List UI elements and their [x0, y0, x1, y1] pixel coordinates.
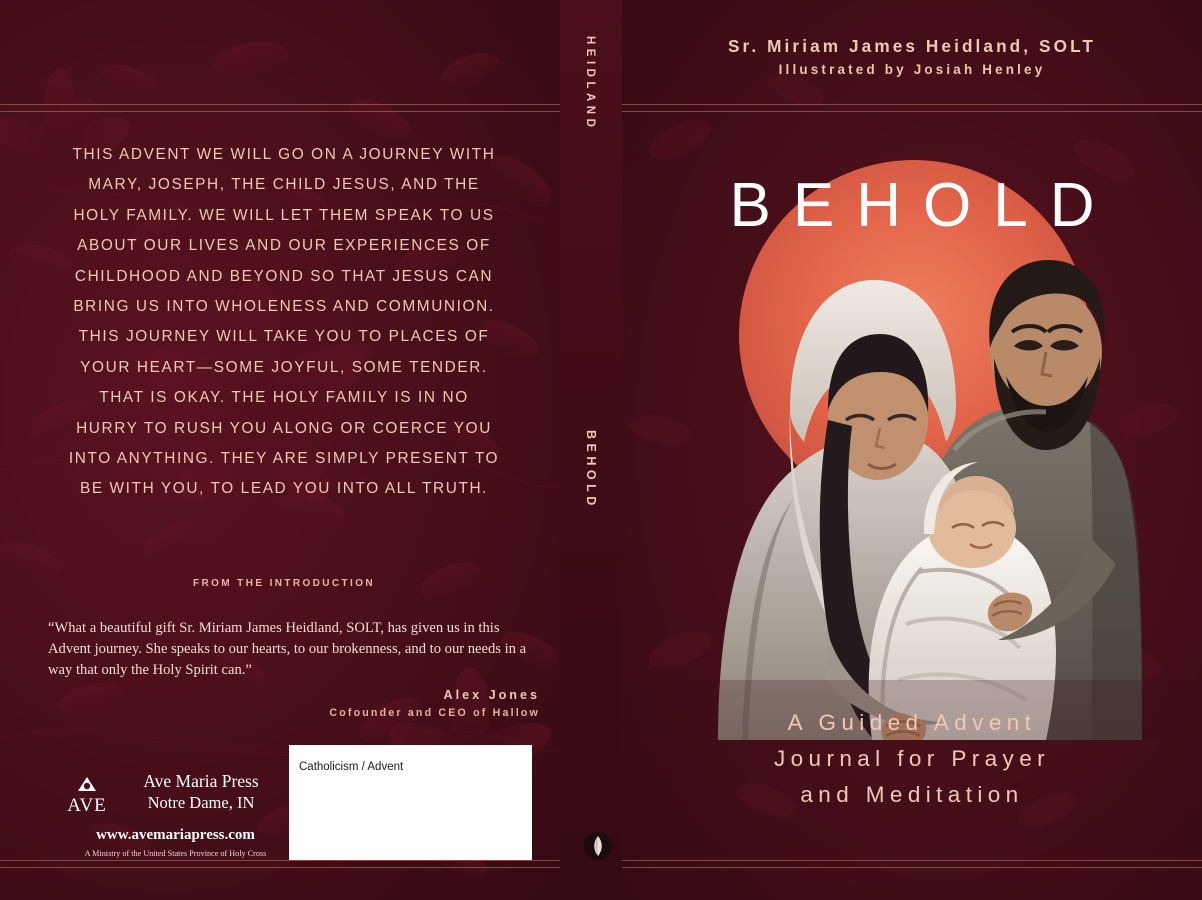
front-top-rule — [622, 104, 1202, 105]
publisher-ministry-line: A Ministry of the United States Province of Holy Cross — [84, 849, 267, 858]
front-subtitle-line-1: A Guided Advent — [787, 710, 1037, 735]
publisher-name-block — [126, 770, 276, 814]
publisher-name: Ave Maria Press — [143, 771, 259, 791]
front-subtitle — [622, 705, 1202, 813]
svg-text:AVE: AVE — [67, 795, 107, 816]
publisher-logo — [56, 773, 118, 822]
spine-title: BEHOLD — [584, 430, 598, 510]
front-cover-panel — [622, 0, 1202, 900]
back-top-rule — [0, 104, 560, 105]
back-cover-panel — [0, 0, 560, 900]
spine-author-name: HEIDLAND — [584, 36, 596, 132]
publisher-colophon-icon — [582, 830, 614, 862]
back-bottom-rule-2 — [0, 867, 560, 868]
front-illustrator-credit: Illustrated by Josiah Henley — [778, 62, 1046, 77]
front-subtitle-line-2: Journal for Prayer — [773, 746, 1051, 771]
back-intro-text: THIS ADVENT WE WILL GO ON A JOURNEY WITH MARY, JOSEPH, THE CHILD JESUS, AND THE HOLY FAMILY. WE WILL LET THEM SPEAK TO US ABOUT OUR LIVES AND OUR EXPERIENCES OF CHILDHOOD AND BEYOND SO THAT JESUS CAN BRING US INTO WHOLENESS AND COMMUNION. THIS JOURNEY WILL TAKE YOU TO PLACES OF YOUR HEART—SOME JOYFUL, SOME TENDER. THAT IS OKAY. THE HOLY FAMILY IS IN NO HURRY TO RUSH YOU ALONG OR COERCE YOU INTO ANYTHING. THEY ARE SIMPLY PRESENT TO BE WITH YOU, TO LEAD YOU INTO ALL TRUTH. — [68, 146, 500, 498]
back-top-rule-2 — [0, 111, 560, 112]
spine-panel — [560, 0, 622, 900]
endorsement-author-name: Alex Jones — [443, 688, 540, 702]
front-bottom-rule — [622, 860, 1202, 861]
barcode-category-label: Catholicism / Advent — [299, 761, 404, 773]
publisher-city: Notre Dame, IN — [147, 793, 255, 812]
endorsement-author-title: Cofounder and CEO of Hallow — [329, 707, 540, 719]
barcode-placeholder-box — [289, 745, 532, 860]
front-bottom-rule-2 — [622, 867, 1202, 868]
front-top-rule-2 — [622, 111, 1202, 112]
back-bottom-rule — [0, 860, 560, 861]
back-intro-attribution: FROM THE INTRODUCTION — [192, 578, 376, 589]
front-book-title: BEHOLD — [729, 171, 1117, 240]
front-author-name: Sr. Miriam James Heidland, SOLT — [727, 36, 1096, 56]
ave-maria-press-logo-icon — [56, 773, 118, 817]
publisher-url[interactable]: www.avemariapress.com — [96, 827, 255, 843]
endorsement-quote: “What a beautiful gift Sr. Miriam James Heidland, SOLT, has given us in this Advent journey. She speaks to our hearts, to our brokenness, and to our needs in a way that only the Holy Spirit can.” — [48, 620, 527, 678]
front-subtitle-line-3: and Meditation — [800, 782, 1024, 807]
